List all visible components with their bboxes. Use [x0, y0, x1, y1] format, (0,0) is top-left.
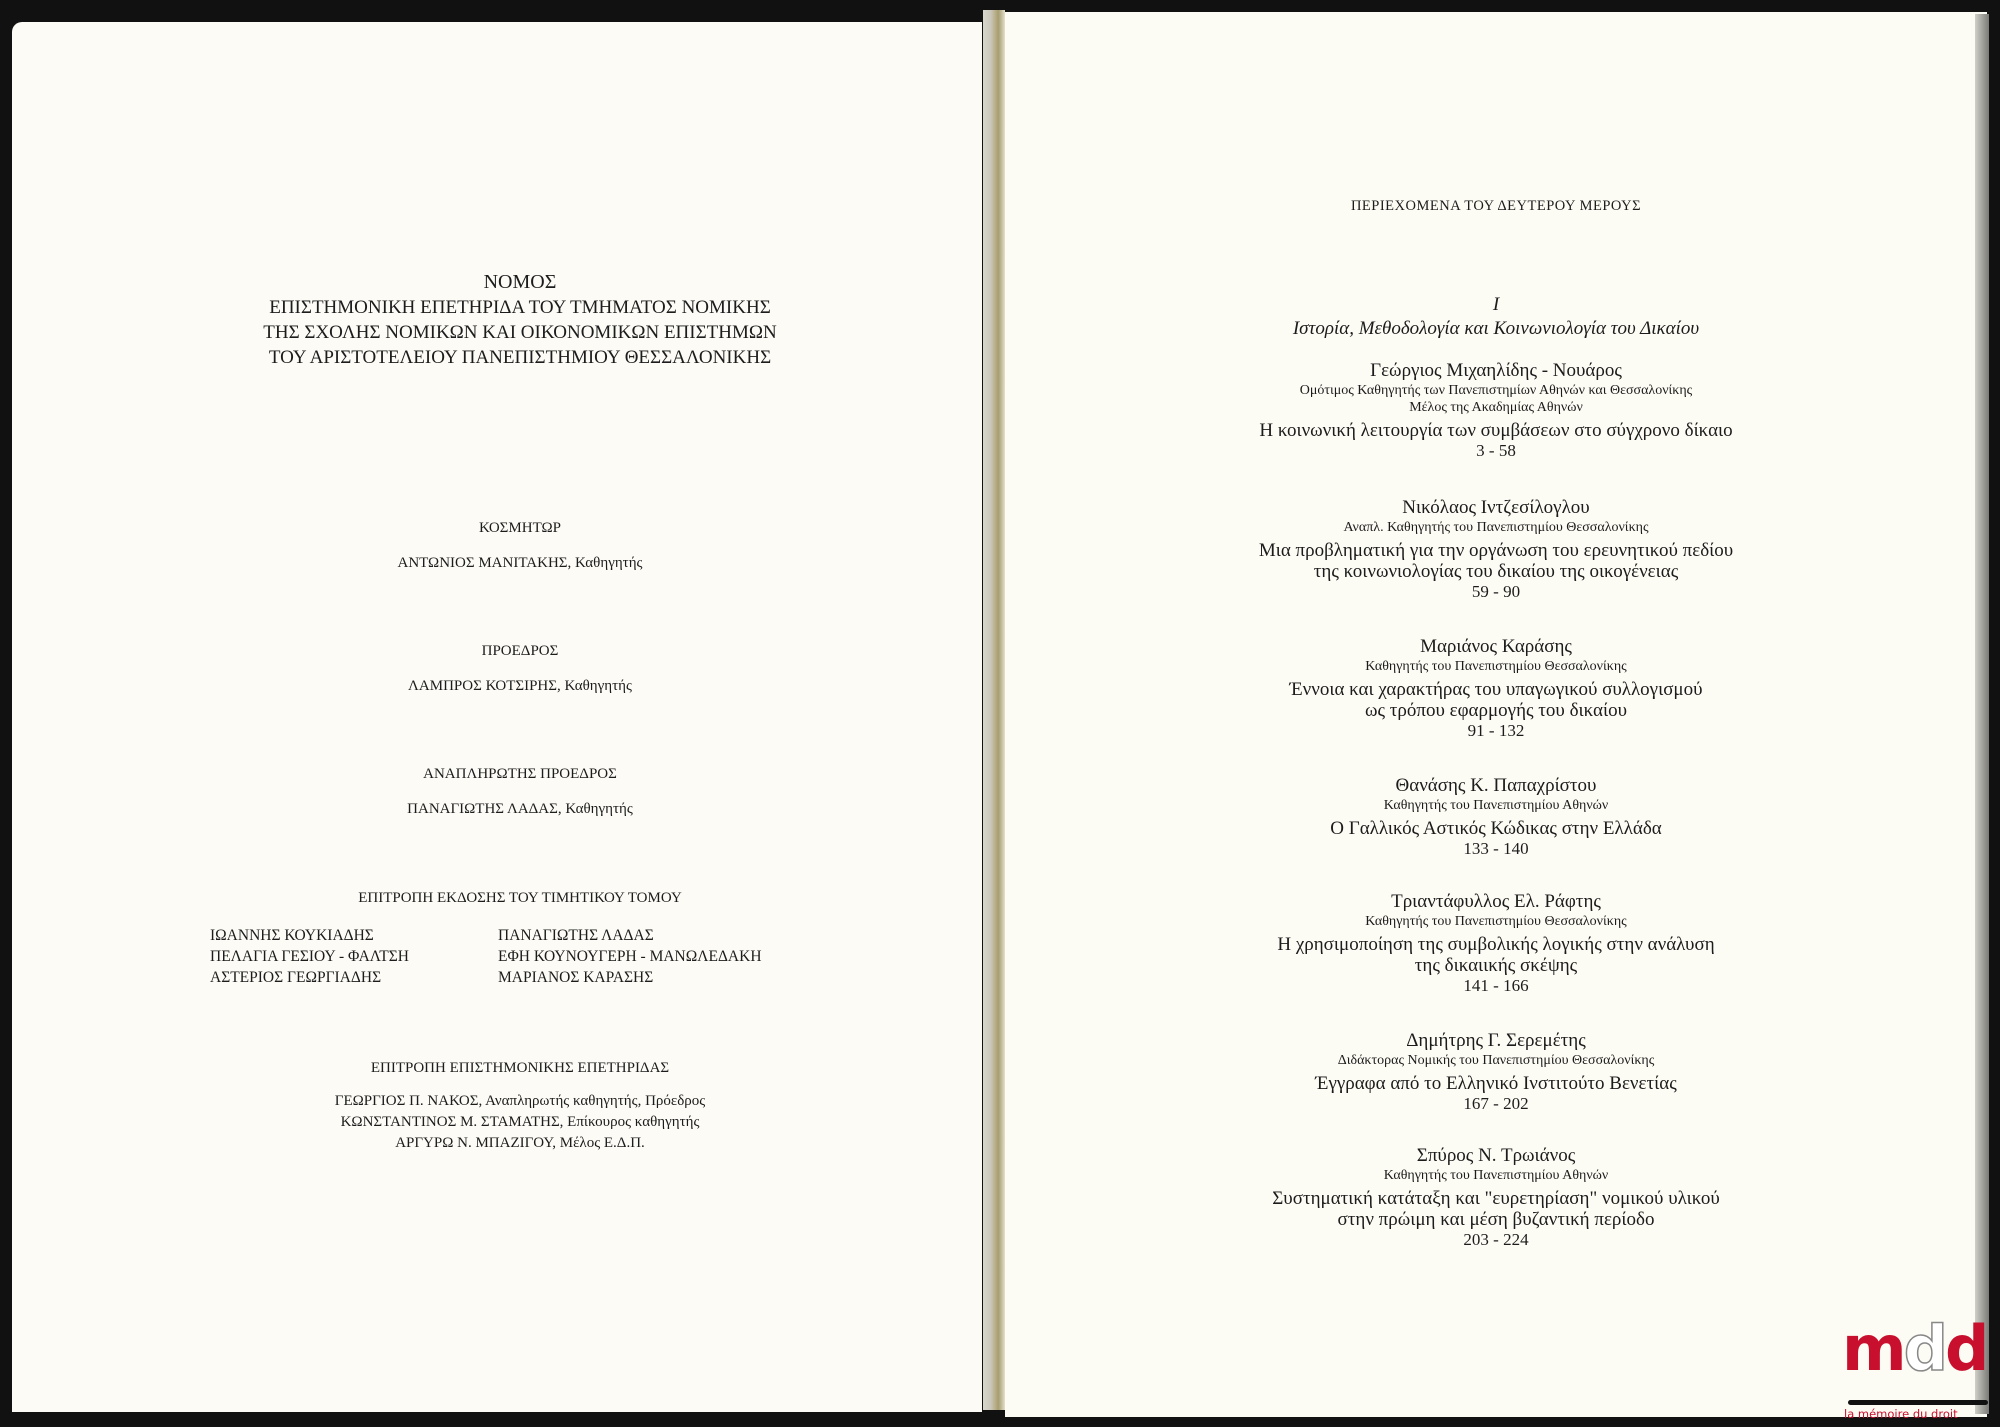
entry-affiliation: Καθηγητής του Πανεπιστημίου Θεσσαλονίκης	[1365, 914, 1627, 929]
entry-pages: 59 - 90	[1471, 582, 1521, 601]
entry-author: Νικόλαος Ιντζεσίλογλου	[1402, 497, 1590, 518]
role-title: ΚΟΣΜΗΤΩΡ	[479, 520, 561, 536]
entry-title: στην πρώιμη και μέση βυζαντική περίοδο	[1337, 1209, 1655, 1230]
entry-affiliation: Αναπλ. Καθηγητής του Πανεπιστημίου Θεσσαλονίκης	[1343, 520, 1649, 535]
entry-affiliation: Μέλος της Ακαδημίας Αθηνών	[1409, 400, 1583, 415]
entry-pages: 3 - 58	[1476, 441, 1516, 460]
role-title: ΑΝΑΠΛΗΡΩΤΗΣ ΠΡΟΕΔΡΟΣ	[423, 766, 617, 782]
logo-underline	[1848, 1400, 1988, 1405]
logo-tagline: la mémoire du droit	[1844, 1407, 1958, 1421]
role-title: ΠΡΟΕΔΡΟΣ	[481, 643, 559, 659]
entry-title: Η κοινωνική λειτουργία των συμβάσεων στο σύγχρονο δίκαιο	[1259, 420, 1733, 441]
toc-entry[interactable]	[1005, 891, 1987, 995]
entry-author: Μαριάνος Καράσης	[1420, 636, 1572, 657]
role-person: ΠΑΝΑΓΙΩΤΗΣ ΛΑΔΑΣ, Καθηγητής	[407, 801, 633, 817]
mdd-logo	[1842, 1312, 1992, 1423]
toc-entry[interactable]	[1005, 1145, 1987, 1249]
committee-member: ΠΕΛΑΓΙΑ ΓΕΣΙΟΥ - ΦΑΛΤΣΗ	[210, 948, 409, 965]
entry-author: Τριαντάφυλλος Ελ. Ράφτης	[1391, 891, 1601, 912]
committee-member: ΜΑΡΙΑΝΟΣ ΚΑΡΑΣΗΣ	[498, 969, 654, 986]
role-vice-president	[0, 766, 1040, 818]
entry-title: Έγγραφα από το Ελληνικό Ινστιτούτο Βενετίας	[1315, 1073, 1677, 1094]
left-page	[12, 22, 982, 1412]
committee-member: ΕΦΗ ΚΟΥΝΟΥΓΕΡΗ - ΜΑΝΩΛΕΔΑΚΗ	[498, 948, 762, 965]
book-spine	[983, 10, 1005, 1410]
entry-affiliation: Ομότιμος Καθηγητής των Πανεπιστημίων Αθηνών και Θεσσαλονίκης	[1299, 383, 1693, 398]
entry-pages: 203 - 224	[1463, 1230, 1529, 1249]
journal-header	[0, 270, 1040, 370]
entry-pages: 91 - 132	[1467, 721, 1525, 740]
entry-title: Μια προβληματική για την οργάνωση του ερευνητικού πεδίου	[1258, 540, 1734, 561]
toc-title: ΠΕΡΙΕΧΟΜΕΝΑ ΤΟΥ ΔΕΥΤΕΡΟΥ ΜΕΡΟΥΣ	[1350, 198, 1642, 214]
logo-letters: mdd	[1842, 1312, 1987, 1385]
scientific-committee	[0, 1060, 1040, 1154]
committee-member: ΙΩΑΝΝΗΣ ΚΟΥΚΙΑΔΗΣ	[210, 927, 374, 944]
entry-author: Σπύρος Ν. Τρωιάνος	[1416, 1145, 1576, 1166]
entry-author: Δημήτρης Γ. Σερεμέτης	[1406, 1030, 1586, 1051]
journal-subtitle-line: ΤΟΥ ΑΡΙΣΤΟΤΕΛΕΙΟΥ ΠΑΝΕΠΙΣΤΗΜΙΟΥ ΘΕΣΣΑΛΟΝΙΚΗΣ	[268, 347, 772, 368]
toc-entry[interactable]	[1005, 775, 1987, 858]
entry-affiliation: Καθηγητής του Πανεπιστημίου Θεσσαλονίκης	[1365, 659, 1627, 674]
committee-title: ΕΠΙΤΡΟΠΗ ΕΠΙΣΤΗΜΟΝΙΚΗΣ ΕΠΕΤΗΡΙΔΑΣ	[370, 1060, 670, 1076]
committee-member: ΓΕΩΡΓΙΟΣ Π. ΝΑΚΟΣ, Αναπληρωτής καθηγητής, Πρόεδρος	[334, 1093, 706, 1109]
entry-title: Συστηματική κατάταξη και "ευρετηρίαση" νομικού υλικού	[1272, 1188, 1720, 1209]
entry-title: Η χρησιμοποίηση της συμβολικής λογικής στην ανάλυση	[1277, 934, 1715, 955]
entry-author: Θανάσης Κ. Παπαχρίστου	[1395, 775, 1597, 796]
entry-title: της δικαιικής σκέψης	[1414, 955, 1578, 976]
committee-member: ΑΣΤΕΡΙΟΣ ΓΕΩΡΓΙΑΔΗΣ	[210, 969, 382, 986]
entry-title: της κοινωνιολογίας του δικαίου της οικογένειας	[1313, 561, 1679, 582]
entry-author: Γεώργιος Μιχαηλίδης - Νουάρος	[1370, 360, 1622, 381]
journal-subtitle-line: ΤΗΣ ΣΧΟΛΗΣ ΝΟΜΙΚΩΝ ΚΑΙ ΟΙΚΟΝΟΜΙΚΩΝ ΕΠΙΣΤΗΜΩΝ	[263, 322, 777, 343]
toc-entry[interactable]	[1005, 636, 1987, 740]
entry-pages: 141 - 166	[1463, 976, 1529, 995]
entry-title: Ο Γαλλικός Αστικός Κώδικας στην Ελλάδα	[1330, 818, 1662, 839]
part-number: I	[1492, 294, 1500, 315]
committee-member: ΑΡΓΥΡΩ Ν. ΜΠΑΖΙΓΟΥ, Μέλος Ε.Δ.Π.	[395, 1135, 645, 1151]
committee-member: ΠΑΝΑΓΙΩΤΗΣ ΛΑΔΑΣ	[498, 927, 654, 944]
entry-pages: 133 - 140	[1463, 839, 1529, 858]
role-person: ΑΝΤΩΝΙΟΣ ΜΑΝΙΤΑΚΗΣ, Καθηγητής	[397, 555, 643, 571]
entry-title: Έννοια και χαρακτήρας του υπαγωγικού συλλογισμού	[1289, 679, 1703, 700]
role-dean	[0, 520, 1040, 572]
committee-member: ΚΩΝΣΤΑΝΤΙΝΟΣ Μ. ΣΤΑΜΑΤΗΣ, Επίκουρος καθηγητής	[340, 1114, 700, 1130]
toc-entry[interactable]	[1005, 360, 1987, 460]
committee-left-column	[210, 925, 409, 988]
entry-affiliation: Καθηγητής του Πανεπιστημίου Αθηνών	[1383, 798, 1609, 813]
part-heading	[1005, 293, 1987, 341]
toc-entry[interactable]	[1005, 497, 1987, 601]
toc-entry[interactable]	[1005, 1030, 1987, 1113]
journal-title: ΝΟΜΟΣ	[483, 271, 557, 293]
entry-pages: 167 - 202	[1463, 1094, 1529, 1113]
committee-right-column	[498, 925, 762, 988]
journal-subtitle-line: ΕΠΙΣΤΗΜΟΝΙΚΗ ΕΠΕΤΗΡΙΔΑ ΤΟΥ ΤΜΗΜΑΤΟΣ ΝΟΜΙΚΗΣ	[269, 297, 771, 318]
role-president	[0, 643, 1040, 695]
entry-affiliation: Καθηγητής του Πανεπιστημίου Αθηνών	[1383, 1168, 1609, 1183]
entry-title: ως τρόπου εφαρμογής του δικαίου	[1364, 700, 1628, 721]
committee-title: ΕΠΙΤΡΟΠΗ ΕΚΔΟΣΗΣ ΤΟΥ ΤΙΜΗΤΙΚΟΥ ΤΟΜΟΥ	[358, 890, 682, 906]
role-person: ΛΑΜΠΡΟΣ ΚΟΤΣΙΡΗΣ, Καθηγητής	[408, 678, 632, 694]
part-title: Ιστορία, Μεθοδολογία και Κοινωνιολογία του Δικαίου	[1292, 318, 1700, 339]
editorial-committee	[0, 890, 1040, 907]
entry-affiliation: Διδάκτορας Νομικής του Πανεπιστημίου Θεσσαλονίκης	[1337, 1053, 1655, 1068]
